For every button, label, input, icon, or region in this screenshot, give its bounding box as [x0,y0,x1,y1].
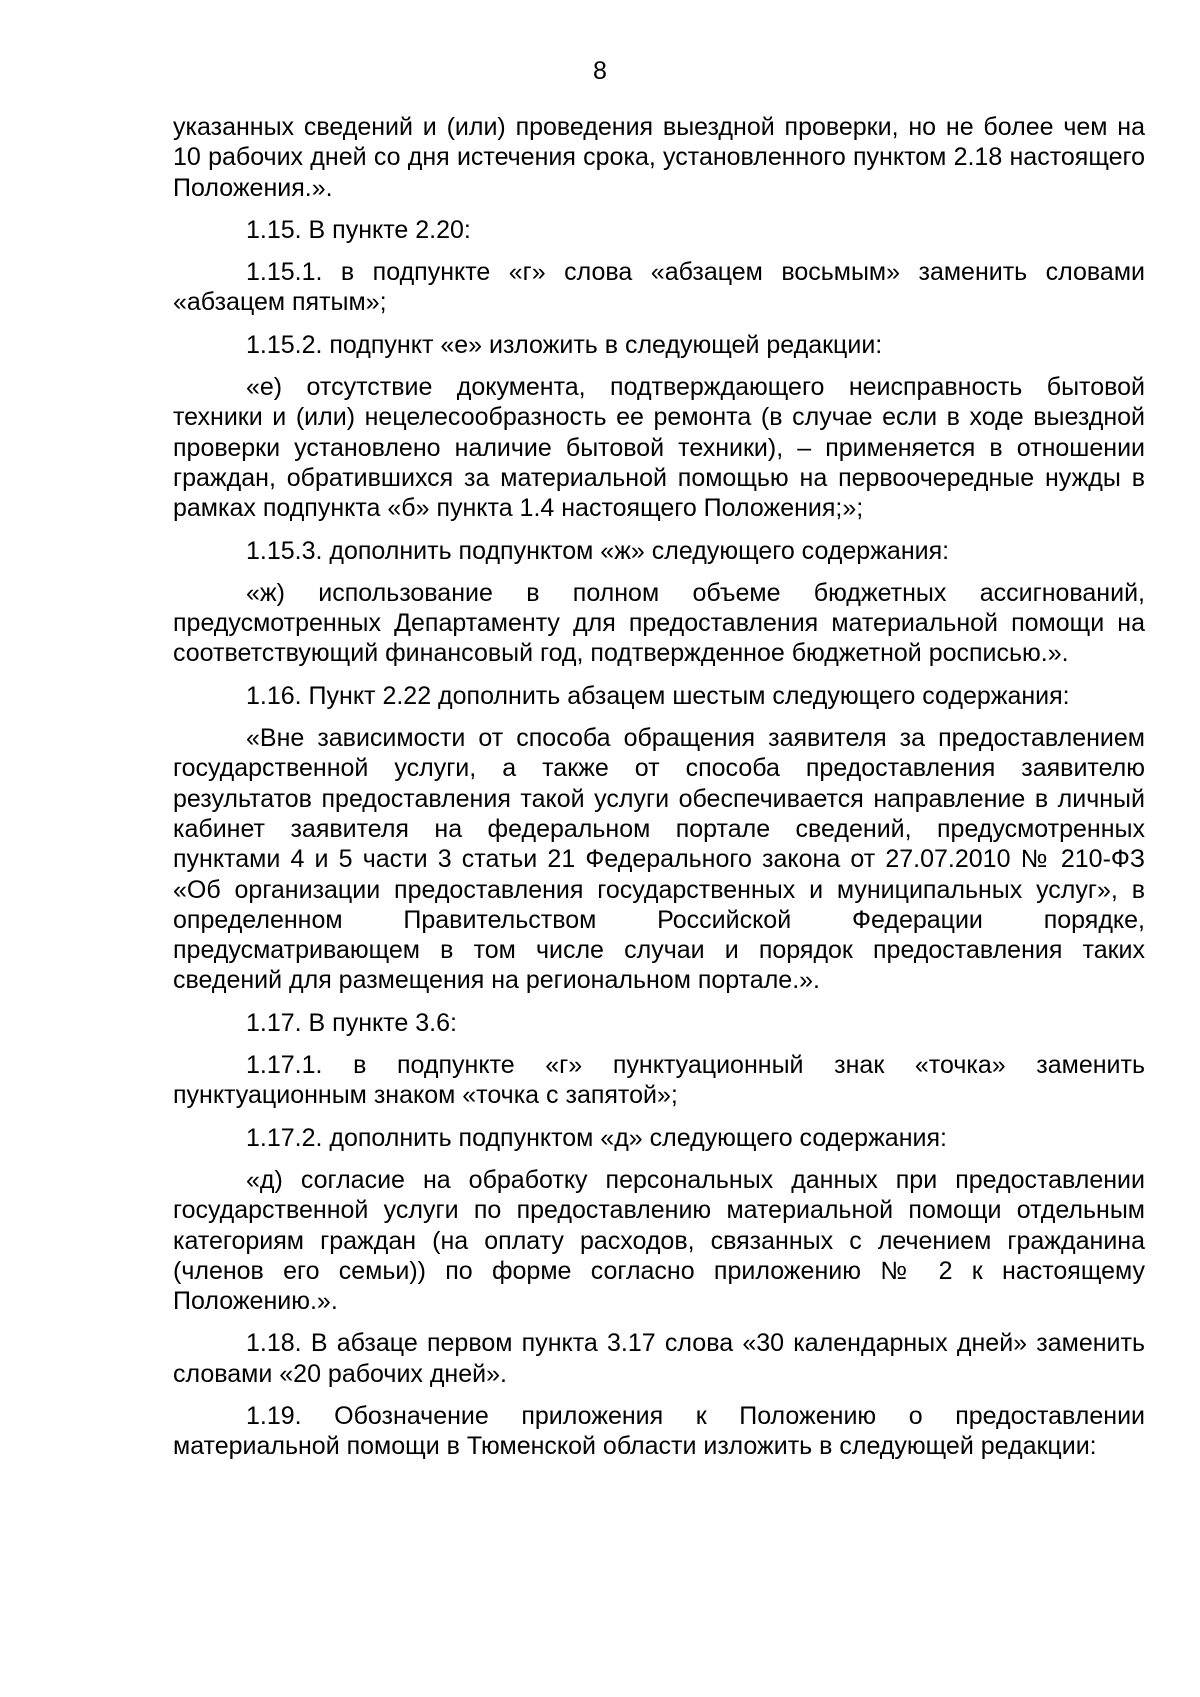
paragraph: указанных сведений и (или) проведения выездной проверки, но не более чем на 10 рабочих дней со дня истечения срока, установленного пунктом 2.18 настоящего Положения.». [173,113,1145,202]
paragraph: 1.18. В абзаце первом пункта 3.17 слова «30 календарных дней» заменить словами «20 рабочих дней». [173,1329,1145,1388]
paragraph: «е) отсутствие документа, подтверждающего неисправность бытовой техники и (или) нецелесообразность ее ремонта (в случае если в ходе выездной проверки установлено наличие бытовой техники), – применяется в отношении граждан, обратившихся за материальной помощью на первоочередные нужды в рамках подпункта «б» пункта 1.4 настоящего Положения;»; [173,373,1145,523]
page-number: 8 [593,57,607,85]
paragraph: 1.15.1. в подпункте «г» слова «абзацем восьмым» заменить словами «абзацем пятым»; [173,258,1145,317]
paragraph: «д) согласие на обработку персональных данных при предоставлении государственной услуги по предоставлению материальной помощи отдельным категориям граждан (на оплату расходов, связанных с лечением гражданина (членов его семьи)) по форме согласно приложению № 2 к настоящему Положению.». [173,1165,1145,1316]
paragraph: «ж) использование в полном объеме бюджетных ассигнований, предусмотренных Департаменту для предоставления материальной помощи на соответствующий финансовый год, подтвержденное бюджетной росписью.». [173,578,1145,668]
document-body [173,112,1145,1474]
paragraph: 1.19. Обозначение приложения к Положению о предоставлении материальной помощи в Тюменской области изложить в следующей редакции: [173,1401,1145,1461]
paragraph: 1.17. В пункте 3.6: [246,1008,457,1037]
paragraph: 1.17.1. в подпункте «г» пунктуационный знак «точка» заменить пунктуационным знаком «точка с запятой»; [173,1051,1145,1110]
paragraph: «Вне зависимости от способа обращения заявителя за предоставлением государственной услуги, а также от способа предоставления заявителю результатов предоставления такой услуги обеспечивается направление в личный кабинет заявителя на федеральном портале сведений, предусмотренных пунктами 4 и 5 части 3 статьи 21 Федерального закона от 27.07.2010 № 210-ФЗ «Об организации предоставления государственных и муниципальных услуг», в определенном Правительством Российской Федерации порядке, предусматривающем в том числе случаи и порядок предоставления таких сведений для размещения на региональном портале.». [173,724,1145,995]
paragraph: 1.15. В пункте 2.20: [246,215,471,244]
paragraph: 1.15.2. подпункт «е» изложить в следующей редакции: [246,330,883,359]
paragraph: 1.16. Пункт 2.22 дополнить абзацем шестым следующего содержания: [246,681,1070,710]
paragraph: 1.15.3. дополнить подпунктом «ж» следующего содержания: [246,536,950,565]
paragraph: 1.17.2. дополнить подпунктом «д» следующего содержания: [246,1123,947,1152]
